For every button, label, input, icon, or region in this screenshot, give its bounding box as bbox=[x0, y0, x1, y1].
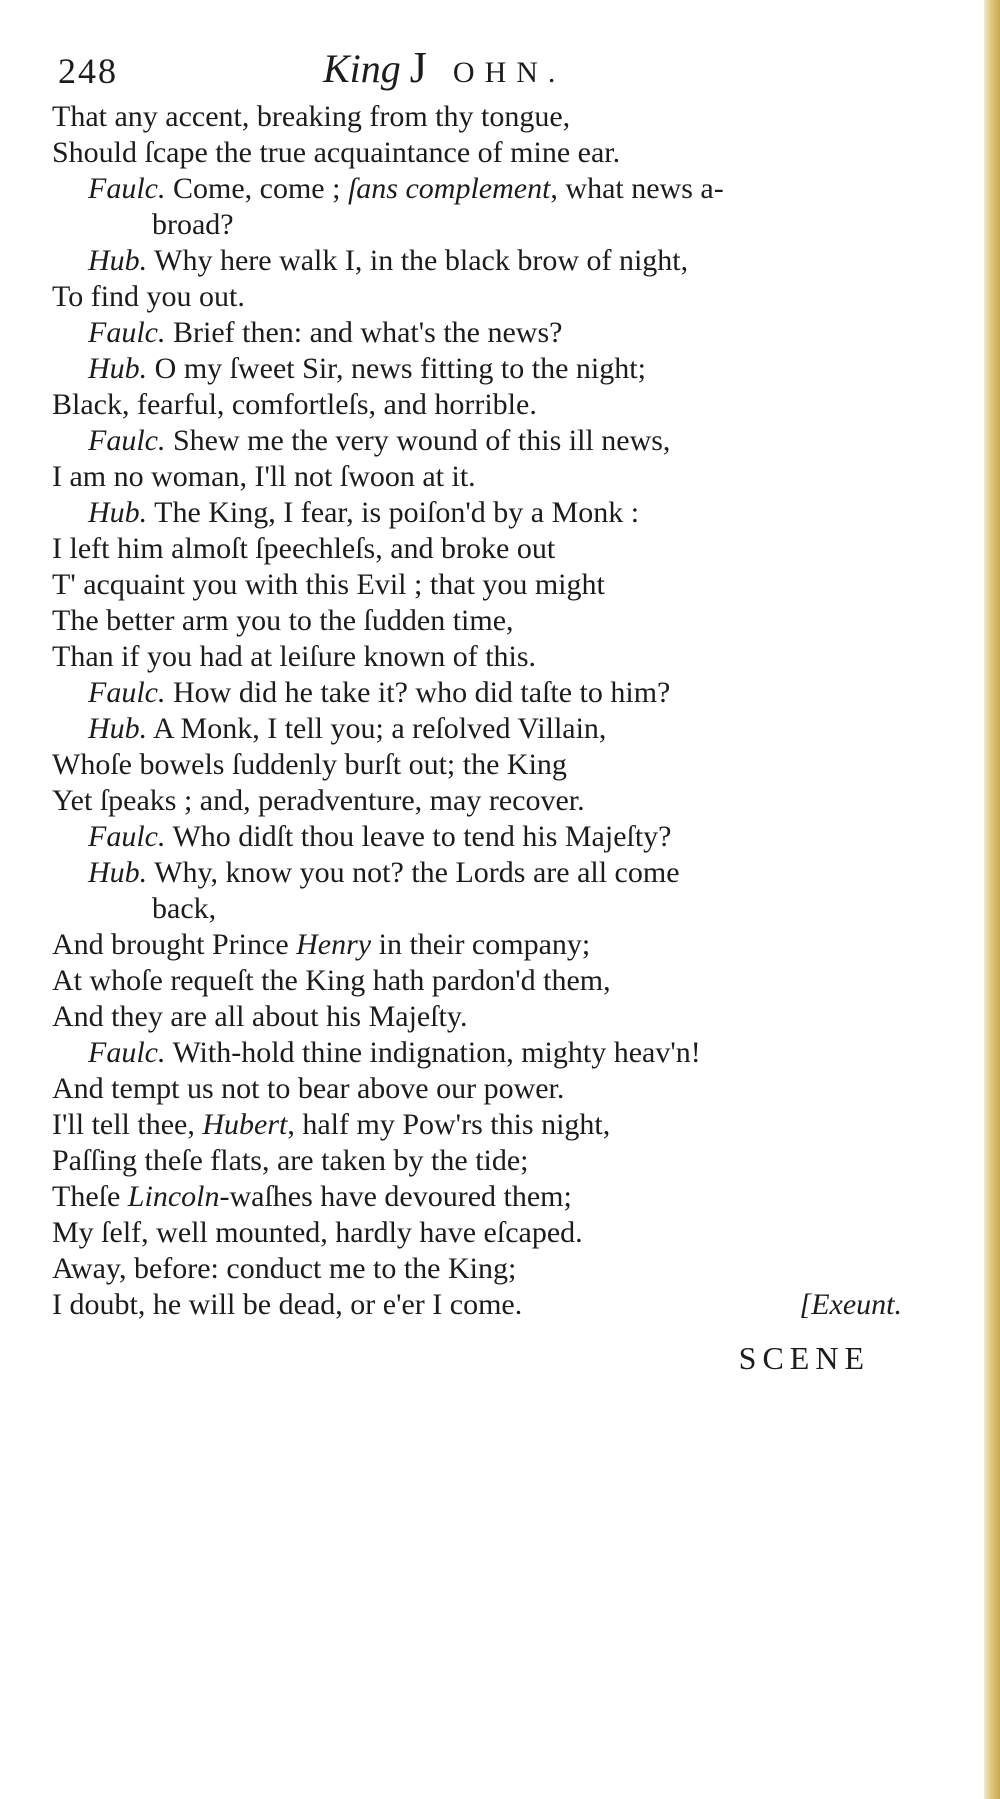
speaker-name: Faulc. bbox=[88, 1036, 166, 1069]
title-j: J bbox=[409, 43, 439, 92]
text-line: At whoſe requeſt the King hath pardon'd them, bbox=[52, 964, 611, 997]
speaker-name: Hub. bbox=[88, 244, 148, 277]
text-line: Whoſe bowels ſuddenly burſt out; the King bbox=[52, 748, 567, 781]
italic-name: Hubert bbox=[202, 1108, 288, 1141]
speaker-name: Hub. bbox=[88, 352, 148, 385]
title-king: King bbox=[323, 46, 401, 91]
running-title bbox=[323, 42, 565, 93]
speaker-name: Faulc. bbox=[88, 676, 166, 709]
speech-line: Faulc. Who didſt thou leave to tend his Majeſty? bbox=[88, 820, 672, 853]
speaker-name: Faulc. bbox=[88, 424, 166, 457]
text-line: The better arm you to the ſudden time, bbox=[52, 604, 514, 637]
text-line: And tempt us not to bear above our power. bbox=[52, 1072, 565, 1105]
text-line: Black, fearful, comfortleſs, and horrible. bbox=[52, 388, 537, 421]
speaker-name: Faulc. bbox=[88, 820, 166, 853]
italic-name: Lincoln bbox=[127, 1180, 220, 1213]
text-line: I left him almoſt ſpeechleſs, and broke out bbox=[52, 532, 556, 565]
italic-phrase: ſans complement bbox=[347, 172, 551, 205]
text-line: broad? bbox=[152, 208, 234, 241]
speech-line: Faulc. Shew me the very wound of this ill news, bbox=[88, 424, 671, 457]
speech-line: Hub. A Monk, I tell you; a reſolved Villain, bbox=[88, 712, 607, 745]
page-edge bbox=[984, 0, 1000, 1799]
speech-line: Faulc. How did he take it? who did taſte to him? bbox=[88, 676, 671, 709]
title-ohn: OHN. bbox=[452, 56, 566, 89]
running-header bbox=[58, 42, 898, 98]
speech-line: Hub. Why here walk I, in the black brow of night, bbox=[88, 244, 689, 277]
text-line: Theſe Lincoln-waſhes have devoured them; bbox=[52, 1180, 572, 1213]
speaker-name: Hub. bbox=[88, 856, 148, 889]
speech-line: Hub. O my ſweet Sir, news fitting to the night; bbox=[88, 352, 646, 385]
speech-line: Hub. Why, know you not? the Lords are all come bbox=[88, 856, 680, 889]
text-line: T' acquaint you with this Evil ; that you might bbox=[52, 568, 605, 601]
text-line: I doubt, he will be dead, or e'er I come. [Exeunt. bbox=[52, 1288, 902, 1321]
text-line: That any accent, breaking from thy tongue, bbox=[52, 100, 571, 133]
stage-direction: [Exeunt. bbox=[799, 1288, 902, 1321]
text-line: I am no woman, I'll not ſwoon at it. bbox=[52, 460, 476, 493]
speech-line: Faulc. Come, come ; ſans complement, what news a- bbox=[88, 172, 724, 205]
text-line: Paſſing theſe flats, are taken by the tide; bbox=[52, 1144, 529, 1177]
speech-line: Faulc. Brief then: and what's the news? bbox=[88, 316, 563, 349]
text-line: And they are all about his Majeſty. bbox=[52, 1000, 468, 1033]
speaker-name: Hub. bbox=[88, 496, 148, 529]
catchword: SCENE bbox=[738, 1340, 870, 1376]
page-number: 248 bbox=[58, 51, 118, 91]
text-line: Should ſcape the true acquaintance of mine ear. bbox=[52, 136, 621, 169]
speech-line: Hub. The King, I fear, is poiſon'd by a Monk : bbox=[88, 496, 640, 529]
play-text bbox=[52, 99, 902, 1323]
text-line: My ſelf, well mounted, hardly have eſcaped. bbox=[52, 1216, 583, 1249]
speaker-name: Faulc. bbox=[88, 316, 166, 349]
text-line: Away, before: conduct me to the King; bbox=[52, 1252, 517, 1285]
text-line: back, bbox=[152, 892, 217, 925]
text-line: To find you out. bbox=[52, 280, 245, 313]
text-line: Yet ſpeaks ; and, peradventure, may recover. bbox=[52, 784, 585, 817]
text-line: And brought Prince Henry in their company; bbox=[52, 928, 591, 961]
speaker-name: Faulc. bbox=[88, 172, 166, 205]
text-line: Than if you had at leiſure known of this. bbox=[52, 640, 537, 673]
italic-name: Henry bbox=[296, 928, 372, 961]
speaker-name: Hub. bbox=[88, 712, 148, 745]
speech-line: Faulc. With-hold thine indignation, mighty heav'n! bbox=[88, 1036, 701, 1069]
text-line: I'll tell thee, Hubert, half my Pow'rs this night, bbox=[52, 1108, 611, 1141]
